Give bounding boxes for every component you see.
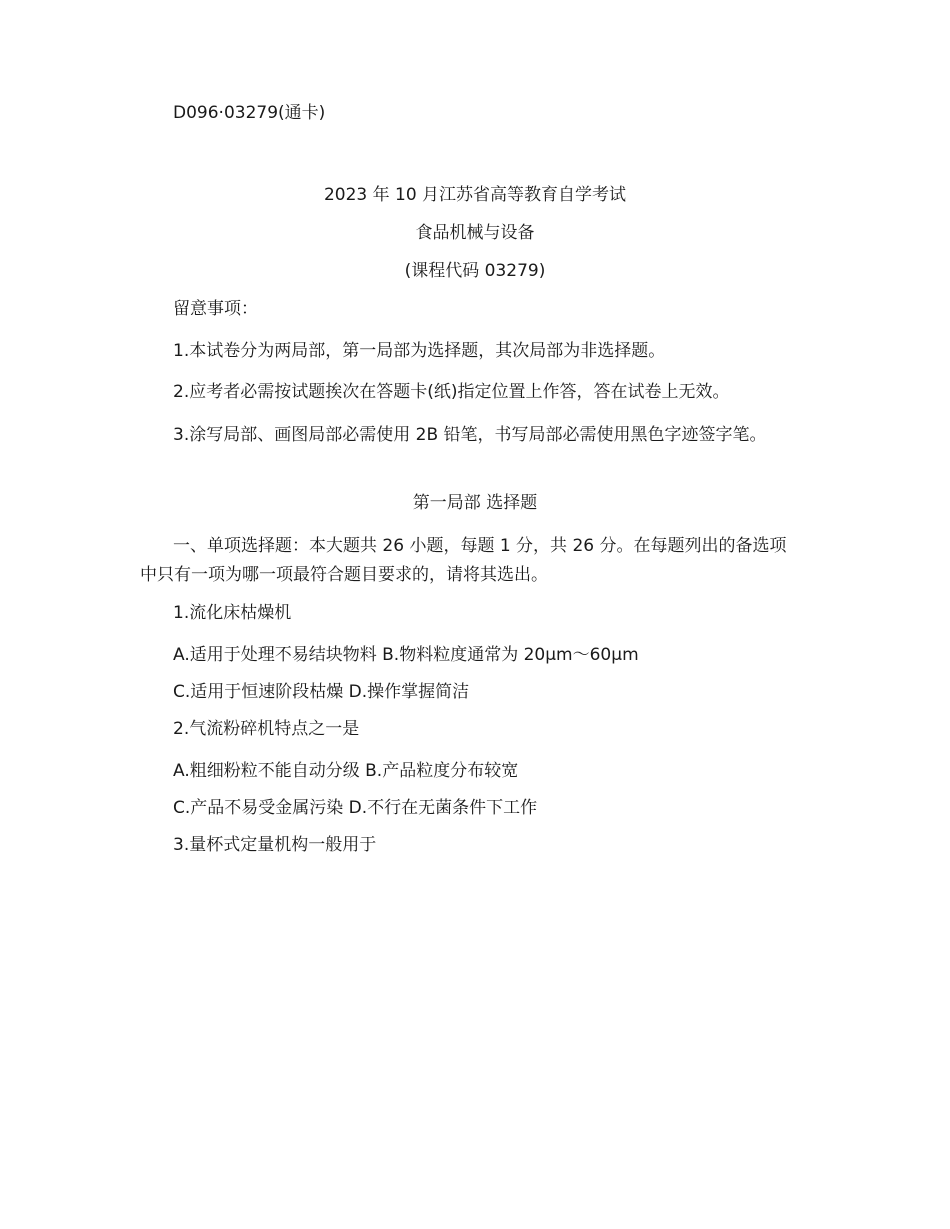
notice-item-2: 2.应考者必需按试题挨次在答题卡(纸)指定位置上作答，答在试卷上无效。	[173, 382, 730, 402]
part1-heading: 第一局部 选择题	[412, 493, 538, 513]
question-2-options-ab: A.粗细粉粒不能自动分级 B.产品粒度分布较宽	[173, 761, 519, 781]
notice-item-1: 1.本试卷分为两局部，第一局部为选择题，其次局部为非选择题。	[173, 341, 666, 361]
notice-heading: 留意事项：	[173, 299, 258, 319]
question-1-options-cd: C.适用于恒速阶段枯燥 D.操作掌握简洁	[173, 682, 470, 702]
notice-item-3: 3.涂写局部、画图局部必需使用 2B 铅笔，书写局部必需使用黑色字迹签字笔。	[173, 425, 767, 445]
paper-code: D096·03279(通卡)	[173, 103, 326, 123]
question-1-stem: 1.流化床枯燥机	[173, 603, 292, 623]
part1-instruction: 一、单项选择题：本大题共 26 小题，每题 1 分，共 26 分。在每题列出的备选项中只有一项为哪一项最符合题目要求的，请将其选出。	[140, 536, 787, 585]
exam-title: 2023 年 10 月江苏省高等教育自学考试	[323, 185, 627, 205]
question-2-options-cd: C.产品不易受金属污染 D.不行在无菌条件下工作	[173, 798, 538, 818]
question-2-stem: 2.气流粉碎机特点之一是	[173, 719, 360, 739]
subject-title: 食品机械与设备	[415, 223, 535, 243]
question-1-options-ab: A.适用于处理不易结块物料 B.物料粒度通常为 20μm～60μm	[173, 645, 639, 665]
course-code: (课程代码 03279)	[404, 261, 546, 281]
question-3-stem: 3.量杯式定量机构一般用于	[173, 835, 377, 855]
